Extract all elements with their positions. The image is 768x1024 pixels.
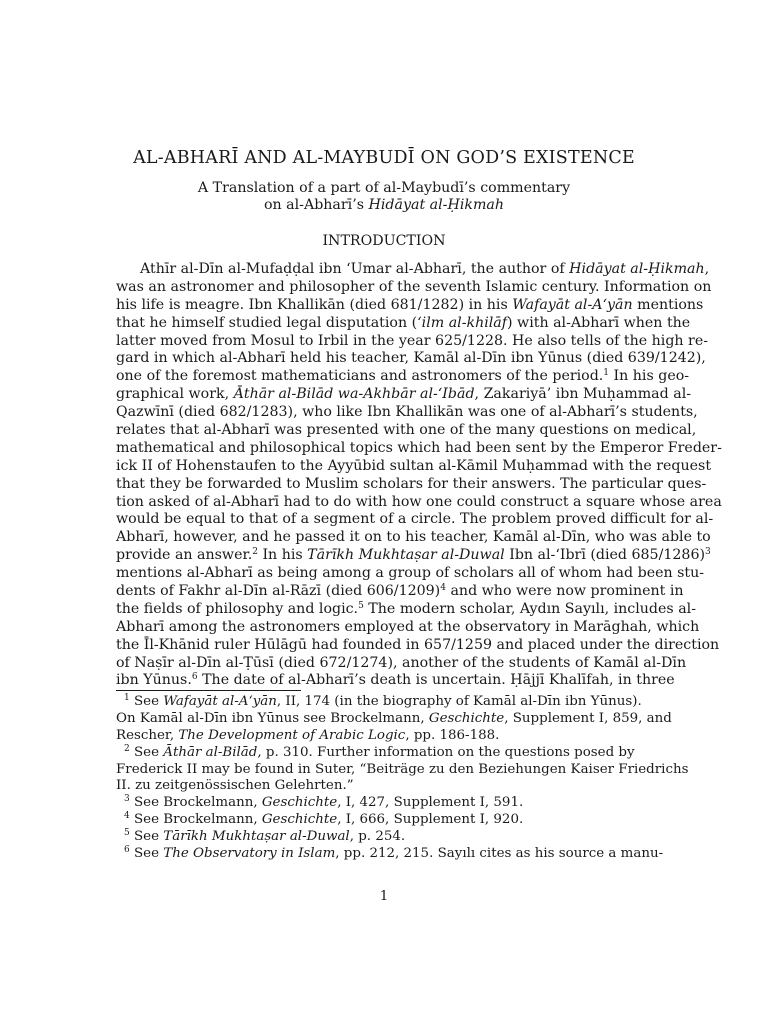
paragraph-line — [116, 422, 697, 440]
paragraph-line — [116, 618, 700, 637]
footnote-marker: 5 — [358, 600, 364, 611]
italic-title: ‘ilm al-khilāf — [417, 314, 508, 331]
paragraph-line — [116, 583, 684, 601]
text-run: mathematical and philosophical topics which had been sent by the Emperor Freder- — [116, 439, 722, 456]
text-run: See — [129, 846, 164, 862]
italic-title: Āthār al-Bilād — [163, 744, 258, 760]
footnote — [116, 829, 673, 846]
footnote-line — [116, 846, 673, 863]
paper-title: AL-ABHARĪ AND AL-MAYBUDĪ ON GOD’S EXISTENCE — [133, 148, 635, 168]
text-run: Ibn al-‘Ibrī (died 685/1286) — [504, 547, 706, 564]
text-run: that they be forwarded to Muslim scholars for their answers. The particular ques- — [116, 475, 707, 492]
text-run: the fields of philosophy and logic. — [116, 600, 359, 617]
paragraph-line — [116, 457, 712, 476]
body-text — [116, 261, 722, 690]
paragraph-line — [116, 386, 692, 404]
text-run: Qazwīnī (died 682/1283), who like Ibn Khallikān was one of al-Abharī’s students, — [116, 404, 698, 421]
footnote — [116, 812, 673, 829]
text-run: , I, 427, Supplement I, 591. — [337, 795, 524, 811]
footnote-line — [116, 778, 673, 795]
footnotes — [116, 693, 689, 863]
text-run: , II, 174 (in the biography of Kamāl al-Dīn ibn Yūnus). — [276, 694, 642, 709]
paragraph-line — [116, 278, 712, 297]
italic-title: Hidāyat al-Ḥikmah — [569, 261, 705, 277]
footnote-marker: 3 — [705, 547, 711, 558]
footnote-number: 5 — [124, 828, 130, 839]
section-heading: INTRODUCTION — [322, 233, 446, 249]
footnote-number: 1 — [124, 693, 130, 703]
footnote — [116, 846, 673, 863]
text-run: one of the foremost mathematicians and astronomers of the period. — [116, 368, 604, 385]
footnote — [116, 694, 673, 745]
text-run: See — [129, 744, 164, 760]
footnote-marker: 4 — [440, 583, 446, 594]
footnote-line — [116, 694, 673, 711]
text-run: , p. 310. Further information on the questions posed by — [257, 744, 635, 760]
footnote-line — [116, 795, 673, 812]
italic-title: Āthār al-Bilād wa-Akhbār al-‘Ibād — [233, 386, 475, 403]
text-run: , Supplement I, 859, and — [504, 710, 672, 726]
footnote-number: 4 — [124, 811, 130, 822]
footnote-marker: 2 — [252, 547, 258, 558]
text-run: , I, 666, Supplement I, 920. — [337, 812, 524, 828]
text-run: latter moved from Mosul to Irbil in the year 625/1228. He also tells of the high re- — [116, 332, 709, 349]
text-run: See Brockelmann, — [129, 812, 262, 828]
paragraph-line — [116, 600, 696, 619]
paragraph-line — [116, 636, 720, 655]
italic-title: The Observatory in Islam — [163, 846, 336, 862]
text-run: , pp. 186-188. — [405, 727, 500, 743]
text-run: II. zu zeitgenössischen Gelehrten.” — [116, 778, 354, 794]
paragraph-line — [116, 654, 687, 673]
paragraph-line — [116, 296, 704, 315]
footnote-line — [116, 745, 673, 762]
subtitle-line-2 — [0, 197, 768, 214]
text-run: that he himself studied legal disputation ( — [116, 314, 418, 331]
footnote-line — [116, 812, 673, 829]
paragraph-line — [116, 314, 691, 333]
text-run: graphical work, — [116, 386, 234, 403]
text-run: The modern scholar, Aydın Sayılı, includes al- — [363, 600, 696, 617]
text-run: provide an answer. — [116, 547, 253, 564]
footnote-marker: 6 — [191, 672, 198, 683]
footnote-rule — [116, 690, 301, 691]
paragraph-line — [116, 672, 673, 690]
text-run: and who were now prominent in — [445, 583, 684, 600]
italic-title: The Development of Arabic Logic — [178, 727, 406, 743]
text-run: was an astronomer and philosopher of the seventh Islamic century. Information on — [116, 278, 712, 295]
text-run: Athīr al-Dīn al-Mufaḍḍal ibn ‘Umar al-Abharī, the author of — [140, 261, 570, 277]
text-run: ick II of Hohenstaufen to the Ayyūbid sultan al-Kāmil Muḥammad with the request — [116, 457, 712, 474]
paragraph-line — [116, 511, 714, 529]
footnote — [116, 795, 673, 812]
text-run: In his geo- — [609, 368, 690, 385]
paragraph-line — [116, 368, 690, 386]
paragraph-line — [116, 529, 711, 547]
italic-title: Tārīkh Mukhtaṣar al-Duwal — [163, 829, 350, 845]
text-run: See — [129, 694, 164, 709]
text-run: dents of Fakhr al-Dīn al-Rāzī (died 606/1209) — [116, 583, 441, 600]
footnote-marker: 1 — [603, 368, 610, 379]
text-run: ) with al-Abharī when the — [507, 314, 691, 331]
paragraph-line — [116, 439, 722, 458]
italic-title: Tārīkh Mukhtaṣar al-Duwal — [307, 547, 505, 564]
text-run: , p. 254. — [349, 829, 406, 845]
footnote-number: 6 — [124, 845, 130, 856]
text-run: , Zakariyā’ ibn Muḥammad al- — [474, 386, 692, 403]
text-run: mentions — [632, 296, 704, 313]
footnote-number: 3 — [124, 794, 130, 805]
paragraph-line — [116, 475, 707, 494]
text-run: In his — [257, 547, 308, 564]
text-run: his life is meagre. Ibn Khallikān (died 681/1282) in his — [116, 296, 513, 313]
text-run: See — [129, 829, 164, 845]
text-run: would be equal to that of a segment of a circle. The problem proved difficult for al- — [116, 511, 714, 528]
italic-title: Geschichte — [261, 795, 338, 811]
text-run: gard in which al-Abharī held his teacher, Kamāl al-Dīn ibn Yūnus (died 639/1242), — [116, 350, 706, 367]
text-run: tion asked of al-Abharī had to do with how one could construct a square whose area — [116, 493, 722, 510]
text-run: ibn Yūnus. — [116, 672, 192, 689]
text-run: , — [704, 261, 710, 277]
italic-title: Wafayāt al-A‘yān — [163, 694, 277, 709]
footnote — [116, 743, 689, 796]
text-run: the Īl-Khānid ruler Hūlāgū had founded in 657/1259 and placed under the direction — [116, 636, 720, 653]
text-run: of Naṣīr al-Dīn al-Ṭūsī (died 672/1274), another of the students of Kamāl al-Dīn — [116, 654, 687, 671]
footnote-line — [116, 761, 689, 779]
footnote-line — [116, 728, 673, 745]
footnote-line — [116, 711, 673, 728]
text-run: relates that al-Abharī was presented with one of the many questions on medical, — [116, 422, 697, 439]
text-run: Rescher, — [116, 727, 179, 743]
italic-title: Geschichte — [428, 710, 505, 726]
paragraph-line — [116, 547, 711, 565]
paragraph-line — [116, 493, 722, 512]
paragraph-line — [116, 404, 698, 422]
text-run: mentions al-Abharī as being among a group of scholars all of whom had been stu- — [116, 565, 705, 582]
text-run: , pp. 212, 215. Sayılı cites as his source a manu- — [335, 846, 664, 862]
text-run: The date of al-Abharī’s death is uncertain. Ḥājjī Khalīfah, in three — [197, 672, 675, 689]
paragraph-line — [116, 261, 710, 279]
italic-title: Wafayāt al-A‘yān — [512, 296, 633, 313]
text-run: See Brockelmann, — [129, 795, 262, 811]
text-run: Abharī, however, and he passed it on to his teacher, Kamāl al-Dīn, who was able to — [116, 529, 711, 546]
paper-subtitle — [0, 180, 768, 214]
text-run: Frederick II may be found in Suter, “Beiträge zu den Beziehungen Kaiser Friedrichs — [116, 761, 689, 777]
italic-title: Geschichte — [261, 812, 338, 828]
subtitle-line-1: A Translation of a part of al-Maybudī’s commentary — [197, 180, 571, 196]
footnote-line — [116, 829, 673, 846]
text-run: On Kamāl al-Dīn ibn Yūnus see Brockelmann, — [116, 710, 429, 726]
paragraph-line — [116, 350, 706, 368]
footnote-number: 2 — [124, 743, 130, 754]
paragraph-line — [116, 332, 709, 351]
subtitle-line-2-italic: Hidāyat al-Ḥikmah — [368, 197, 504, 213]
page-number: 1 — [379, 889, 389, 904]
text-run: Abharī among the astronomers employed at the observatory in Marāghah, which — [116, 618, 700, 635]
subtitle-line-2-prefix: on al-Abharī’s — [263, 197, 369, 213]
paragraph-line — [116, 565, 705, 583]
